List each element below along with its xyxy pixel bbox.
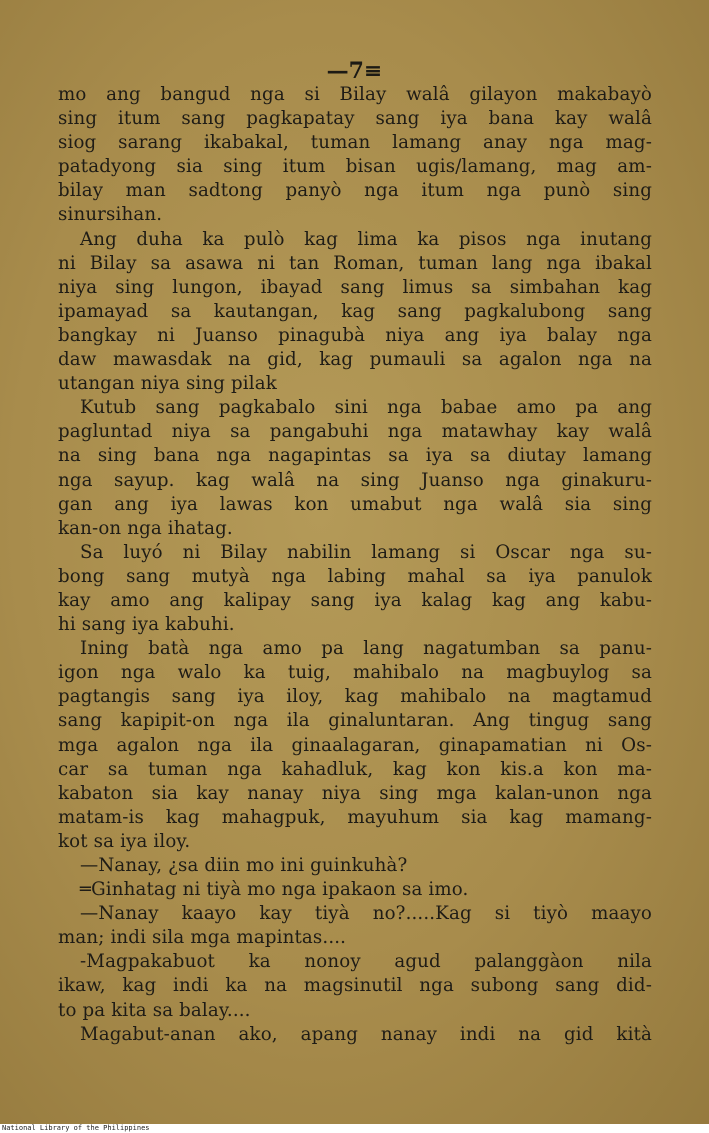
text-line: kabaton sia kay nanay niya sing mga kalan-unon nga: [58, 782, 652, 804]
text-line: kot sa iya iloy.: [58, 830, 191, 852]
text-line: utangan niya sing pilak: [58, 373, 277, 395]
text-line: pagluntad niya sa pangabuhi nga matawhay kay walâ: [58, 421, 652, 443]
text-line: mga agalon nga ila ginaalagaran, ginapamatian ni Os-: [58, 734, 652, 756]
footer-credit: National Library of the Philippines: [2, 1124, 150, 1132]
text-line: to pa kita sa balay....: [58, 999, 251, 1021]
text-line: patadyong sia sing itum bisan ugis/lamang, mag am-: [58, 156, 652, 178]
text-line: niya sing lungon, ibayad sang limus sa simbahan kag: [58, 276, 652, 298]
text-line: Magabut-anan ako, apang nanay indi na gid kità: [80, 1023, 652, 1045]
body-text: [58, 83, 652, 1047]
text-line: mo ang bangud nga si Bilay walâ gilayon makabayò: [58, 84, 652, 105]
text-line: gan ang iya lawas kon umabut nga walâ sia sing: [58, 493, 652, 515]
text-line: Sa luyó ni Bilay nabilin lamang si Oscar nga su-: [80, 541, 652, 563]
text-line: car sa tuman nga kahadluk, kag kon kis.a kon ma-: [58, 758, 652, 780]
text-line: kan-on nga ihatag.: [58, 517, 233, 539]
text-line: ikaw, kag indi ka na magsinutil nga subong sang did-: [58, 975, 652, 997]
text-line: bong sang mutyà nga labing mahal sa iya panulok: [58, 565, 652, 587]
text-line: na sing bana nga nagapintas sa iya sa diutay lamang: [58, 445, 652, 467]
text-line: ni Bilay sa asawa ni tan Roman, tuman lang nga ibakal: [58, 252, 652, 274]
text-line: hi sang iya kabuhi.: [58, 614, 235, 636]
text-line: kay amo ang kalipay sang iya kalag kag ang kabu-: [58, 589, 652, 611]
text-line: man; indi sila mga mapintas....: [58, 927, 347, 949]
text-line: ═Ginhatag ni tiyà mo nga ipakaon sa imo.: [80, 879, 469, 901]
text-line: sinursihan.: [58, 204, 163, 226]
text-line: sang kapipit-on nga ila ginaluntaran. Ang tingug sang: [58, 710, 652, 732]
page-number: —7≡: [326, 58, 383, 84]
text-line: —Nanay, ¿sa diin mo ini guinkuhà?: [80, 855, 408, 876]
text-line: Kutub sang pagkabalo sini nga babae amo pa ang: [80, 397, 652, 419]
text-line: sing itum sang pagkapatay sang iya bana kay walâ: [58, 108, 652, 130]
text-line: pagtangis sang iya iloy, kag mahibalo na magtamud: [58, 686, 652, 708]
text-line: nga sayup. kag walâ na sing Juanso nga ginakuru-: [58, 469, 652, 491]
text-line: matam-is kag mahagpuk, mayuhum sia kag mamang-: [58, 806, 652, 828]
text-line: —Nanay kaayo kay tiyà no?.....Kag si tiyò maayo: [80, 903, 652, 925]
text-line: bilay man sadtong panyò nga itum nga punò sing: [58, 180, 652, 202]
text-line: daw mawasdak na gid, kag pumauli sa agalon nga na: [58, 349, 652, 371]
text-line: ipamayad sa kautangan, kag sang pagkalubong sang: [58, 300, 652, 322]
footer: [0, 1124, 709, 1133]
text-line: siog sarang ikabakal, tuman lamang anay nga mag-: [58, 132, 652, 154]
text-line: -Magpakabuot ka nonoy agud palanggàon nila: [80, 951, 652, 973]
text-line: igon nga walo ka tuig, mahibalo na magbuylog sa: [58, 662, 652, 684]
text-line: Ang duha ka pulò kag lima ka pisos nga inutang: [80, 228, 652, 250]
text-line: Ining batà nga amo pa lang nagatumban sa panu-: [80, 638, 652, 660]
text-line: bangkay ni Juanso pinagubà niya ang iya balay nga: [58, 324, 652, 346]
